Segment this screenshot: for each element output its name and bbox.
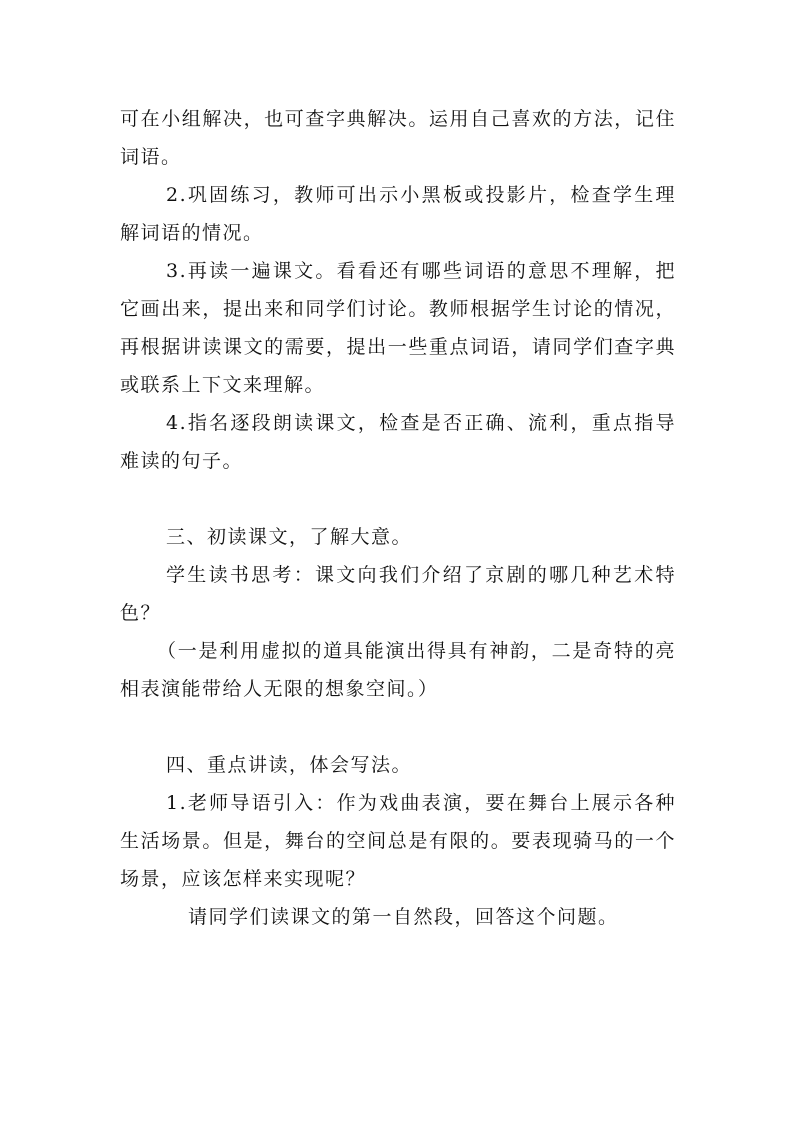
paragraph-step-2: 2.巩固练习，教师可出示小黑板或投影片，检查学生理解词语的情况。 [120,184,676,244]
paragraph-intro: 1.老师导语引入：作为戏曲表演，要在舞台上展示各种生活场景。但是，舞台的空间总是有限的。要表现骑马的一个场景，应该怎样来实现呢？ [120,792,676,890]
section-heading-4: 四、重点讲读，体会写法。 [166,754,413,776]
paragraph-step-4: 4.指名逐段朗读课文，检查是否正确、流利，重点指导难读的句子。 [120,412,676,472]
document-page [120,100,676,936]
paragraph-answer: （一是利用虚拟的道具能演出得具有神韵，二是奇特的亮相表演能带给人无限的想象空间。） [120,640,676,700]
paragraph-step-3: 3.再读一遍课文。看看还有哪些词语的意思不理解，把它画出来，提出来和同学们讨论。教师根据学生讨论的情况，再根据讲读课文的需要，提出一些重点词语，请同学们查字典或联系上下文来理解。 [120,260,676,396]
paragraph-continuation: 可在小组解决，也可查字典解决。运用自己喜欢的方法，记住词语。 [120,108,676,168]
blank-line [120,480,676,518]
blank-line [120,708,676,746]
section-heading-3: 三、初读课文，了解大意。 [166,526,413,548]
paragraph-instruction: 请同学们读课文的第一自然段，回答这个问题。 [188,906,619,928]
paragraph-question: 学生读书思考：课文向我们介绍了京剧的哪几种艺术特色？ [120,564,676,624]
